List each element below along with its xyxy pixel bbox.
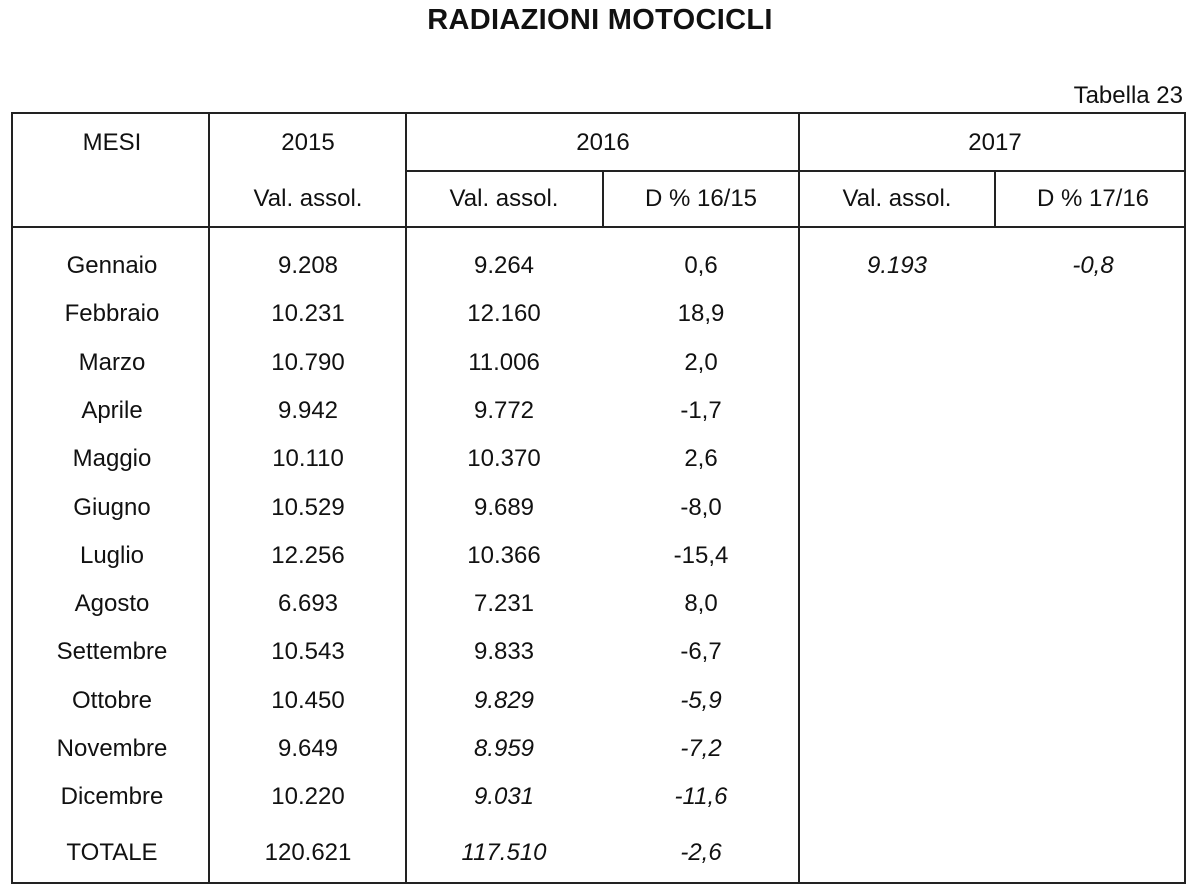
cell-v2015: 10.543 <box>271 638 345 666</box>
cell-v2016: 9.772 <box>473 396 535 424</box>
cell-mese: Dicembre <box>60 783 164 811</box>
data-table <box>11 112 1186 884</box>
cell-d1615: -6,7 <box>680 638 722 666</box>
header-2017: 2017 <box>968 129 1022 156</box>
cell-v2016: 9.264 <box>473 252 535 279</box>
cell-d1615: -8,0 <box>680 493 722 521</box>
page-title: RADIAZIONI MOTOCICLI <box>427 4 773 36</box>
row-divider <box>13 226 1184 228</box>
header-val-2017: Val. assol. <box>842 185 952 212</box>
cell-v2015: 10.529 <box>271 493 345 521</box>
header-2015: 2015 <box>281 129 335 156</box>
cell-v2016: 9.031 <box>473 783 535 811</box>
col-divider <box>405 114 407 884</box>
cell-d1716: -0,8 <box>1072 252 1114 279</box>
cell-v2016: 12.160 <box>467 300 541 328</box>
cell-d1615: 0,6 <box>684 252 718 279</box>
cell-mese: Ottobre <box>71 686 153 714</box>
cell-v2015: 12.256 <box>271 541 345 569</box>
cell-v2015: 9.942 <box>277 396 339 424</box>
cell-v2016: 9.689 <box>473 493 535 521</box>
cell-d1615: -15,4 <box>673 541 729 569</box>
row-divider <box>405 170 1186 172</box>
cell-v2015: 10.110 <box>272 445 344 473</box>
cell-v2015: 9.208 <box>277 252 339 279</box>
cell-v2016: 10.370 <box>467 445 541 473</box>
cell-v2016: 8.959 <box>473 735 535 762</box>
cell-d1615: 18,9 <box>677 300 725 328</box>
cell-v2016: 9.829 <box>473 686 535 714</box>
cell-mese: Giugno <box>73 493 151 521</box>
cell-d1615: -11,6 <box>674 783 728 811</box>
cell-v2016: 7.231 <box>473 590 535 618</box>
col-divider <box>208 114 210 884</box>
cell-mese: Maggio <box>72 445 152 473</box>
header-mesi: MESI <box>82 129 142 156</box>
cell-v2015: 6.693 <box>277 590 339 618</box>
cell-v2015: 9.649 <box>277 735 339 762</box>
header-val-2016: Val. assol. <box>449 185 559 212</box>
cell-d1615: -5,9 <box>680 686 722 714</box>
header-2016: 2016 <box>576 129 630 156</box>
header-delta-16-15: D % 16/15 <box>644 185 758 212</box>
cell-v2017: 9.193 <box>866 252 928 279</box>
cell-mese: Febbraio <box>64 300 160 328</box>
cell-v2016: 117.510 <box>461 839 547 866</box>
col-divider <box>602 172 604 226</box>
cell-mese: Gennaio <box>66 252 158 279</box>
header-delta-17-16: D % 17/16 <box>1036 185 1150 212</box>
cell-mese: Marzo <box>78 348 146 376</box>
table-caption: Tabella 23 <box>1073 82 1183 109</box>
cell-v2016: 9.833 <box>473 638 535 666</box>
cell-d1615: -2,6 <box>680 839 722 866</box>
cell-v2015: 10.450 <box>271 686 345 714</box>
cell-v2016: 10.366 <box>467 541 541 569</box>
cell-mese: Settembre <box>56 638 168 666</box>
cell-d1615: 8,0 <box>684 590 718 618</box>
cell-d1615: -1,7 <box>680 396 722 424</box>
cell-mese: Luglio <box>79 541 145 569</box>
cell-v2016: 11.006 <box>468 348 540 376</box>
cell-mese: Agosto <box>74 590 150 618</box>
cell-v2015: 10.790 <box>271 348 345 376</box>
cell-v2015: 10.220 <box>271 783 345 811</box>
cell-mese: Novembre <box>56 735 168 762</box>
col-divider <box>798 114 800 884</box>
cell-d1615: 2,6 <box>684 445 718 473</box>
cell-mese: Aprile <box>81 396 143 424</box>
cell-v2015: 10.231 <box>271 300 345 328</box>
cell-v2015: 120.621 <box>264 839 352 866</box>
col-divider <box>994 172 996 226</box>
cell-mese: TOTALE <box>66 839 158 866</box>
cell-d1615: -7,2 <box>680 735 722 762</box>
cell-d1615: 2,0 <box>684 348 718 376</box>
header-val-2015: Val. assol. <box>253 185 363 212</box>
